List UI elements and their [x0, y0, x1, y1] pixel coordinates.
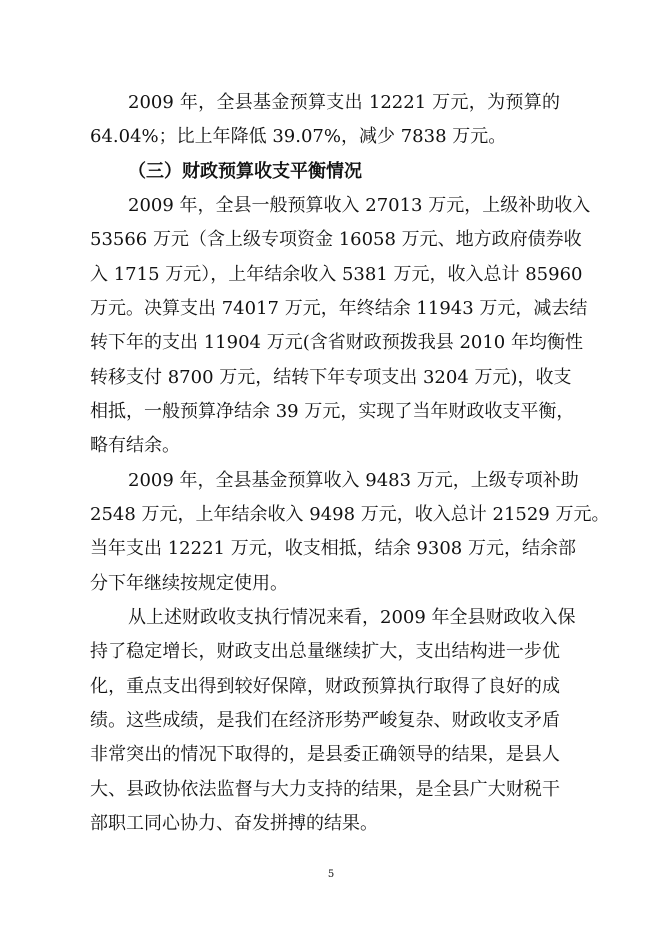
text-line: 部职工同心协力、奋发拼搏的结果。 [90, 813, 378, 834]
text-line: 当年支出 12221 万元，收支相抵，结余 9308 万元，结余部 [90, 538, 576, 559]
text-line: 大、县政协依法监督与大力支持的结果，是全县广大财税干 [90, 779, 560, 800]
text-line: 非常突出的情况下取得的，是县委正确领导的结果，是县人 [90, 744, 560, 765]
text-line: 2009 年，全县一般预算收入 27013 万元，上级补助收入 [128, 195, 591, 216]
text-line: 53566 万元（含上级专项资金 16058 万元、地方政府债券收 [90, 229, 582, 250]
text-line: 转移支付 8700 万元，结转下年专项支出 3204 万元)，收支 [90, 367, 572, 388]
page-number: 5 [327, 869, 335, 880]
text-line: 转下年的支出 11904 万元(含省财政预拨我县 2010 年均衡性 [90, 332, 583, 353]
text-line: 绩。这些成绩，是我们在经济形势严峻复杂、财政收支矛盾 [90, 710, 560, 731]
text-line: 2009 年，全县基金预算支出 12221 万元，为预算的 [128, 92, 560, 113]
text-line: 万元。决算支出 74017 万元，年终结余 11943 万元，减去结 [90, 298, 588, 319]
text-line: 略有结余。 [90, 435, 180, 456]
text-line: 持了稳定增长，财政支出总量继续扩大，支出结构进一步优 [90, 641, 560, 662]
text-line: 2009 年，全县基金预算收入 9483 万元，上级专项补助 [128, 470, 579, 491]
text-line: 从上述财政收支执行情况来看，2009 年全县财政收入保 [128, 607, 576, 628]
text-line: 化，重点支出得到较好保障，财政预算执行取得了良好的成 [90, 676, 560, 697]
text-line: 2548 万元，上年结余收入 9498 万元，收入总计 21529 万元。 [90, 504, 610, 525]
text-line: 相抵，一般预算净结余 39 万元，实现了当年财政收支平衡， [90, 401, 575, 422]
section-heading: （三）财政预算收支平衡情况 [128, 161, 362, 182]
text-line: 64.04%；比上年降低 39.07%，减少 7838 万元。 [90, 126, 507, 147]
text-line: 分下年继续按规定使用。 [90, 573, 288, 594]
text-line: 入 1715 万元），上年结余收入 5381 万元，收入总计 85960 [90, 264, 583, 285]
